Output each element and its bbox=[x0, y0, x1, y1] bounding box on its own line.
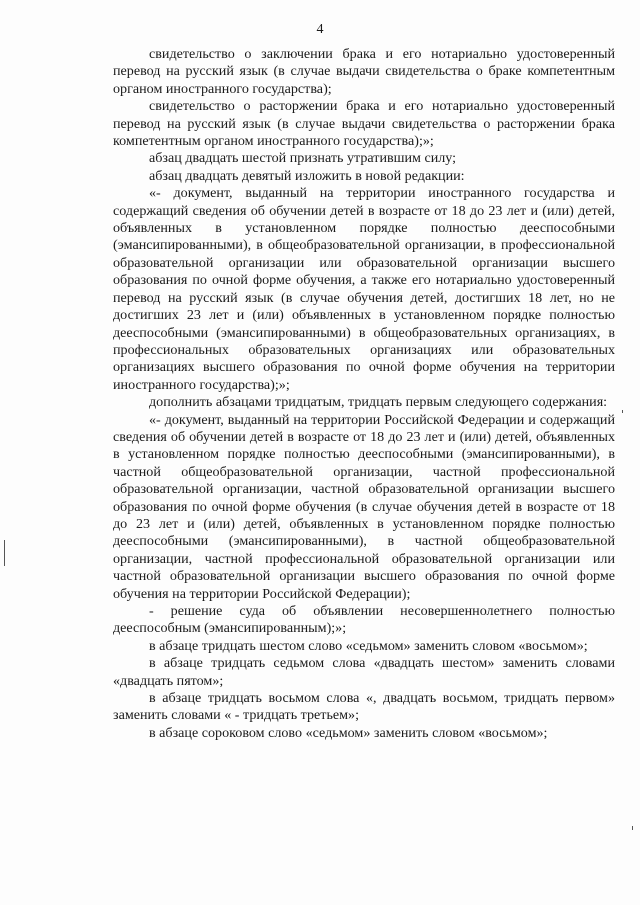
paragraph: абзац двадцать девятый изложить в новой редакции: bbox=[149, 167, 465, 184]
paragraph: свидетельство о заключении брака и его нотариально удостоверенный перевод на русский язык (в случае выдачи свидетельства о браке компетентным органом иностранного государства); bbox=[113, 46, 615, 97]
paragraph: дополнить абзацами тридцатым, тридцать первым следующего содержания: bbox=[149, 394, 608, 411]
paragraph: «- документ, выданный на территории Российской Федерации и содержащий сведения об обучении детей в возрасте от 18 до 23 лет и (или) детей, объявленных в установленном порядке полностью дееспособными (эмансипированными), в частной общеобразовательной организации, частной профессиональной образовательной организации, частной образовательной организации высшего образования по очной форме обучения (в случае обучения детей в возрасте от 18 до 23 лет и (или) детей, объявленных в установленном порядке полностью дееспособными (эмансипированными), в частной общеобразовательной организации, частной профессиональной образовательной организации или частной образовательной организации высшего образования по очной форме обучения на территории Российской Федерации); bbox=[113, 411, 615, 602]
paragraph: абзац двадцать шестой признать утратившим силу; bbox=[149, 150, 457, 167]
scan-artifact bbox=[622, 410, 623, 413]
paragraph: - решение суда об объявлении несовершеннолетнего полностью дееспособным (эмансипированным);»; bbox=[113, 603, 615, 637]
paragraph: «- документ, выданный на территории иностранного государства и содержащий сведения об обучении детей в возрасте от 18 до 23 лет и (или) детей, объявленных в установленном порядке полностью дееспособными (эмансипированными), в общеобразовательной организации, в профессиональной образовательной организации или образовательной организации высшего образования по очной форме обучения, а также его нотариально удостоверенный перевод на русский язык (в случае обучения детей, достигших 18 лет, но не достигших 23 лет и (или) объявленных в установленном порядке полностью дееспособными (эмансипированными) в общеобразовательных организациях, в профессиональных образовательных организациях или образовательных организациях высшего образования по очной форме обучения на территории иностранного государства);»; bbox=[113, 185, 615, 393]
page-number: 4 bbox=[316, 22, 324, 37]
document-body bbox=[113, 46, 615, 742]
paragraph: свидетельство о расторжении брака и его нотариально удостоверенный перевод на русский язык (в случае выдачи свидетельства о расторжении брака компетентным органом иностранного государства);»; bbox=[113, 98, 615, 150]
paragraph: в абзаце тридцать шестом слово «седьмом» заменить словом «восьмом»; bbox=[149, 637, 588, 654]
paragraph: в абзаце тридцать седьмом слова «двадцать шестом» заменить словами «двадцать пятом»; bbox=[113, 655, 615, 689]
scan-artifact bbox=[4, 540, 5, 566]
scan-artifact bbox=[632, 826, 633, 830]
paragraph: в абзаце тридцать восьмом слова «, двадцать восьмом, тридцать первом» заменить словами « - тридцать третьем»; bbox=[113, 690, 615, 724]
paragraph: в абзаце сороковом слово «седьмом» заменить словом «восьмом»; bbox=[149, 724, 548, 741]
